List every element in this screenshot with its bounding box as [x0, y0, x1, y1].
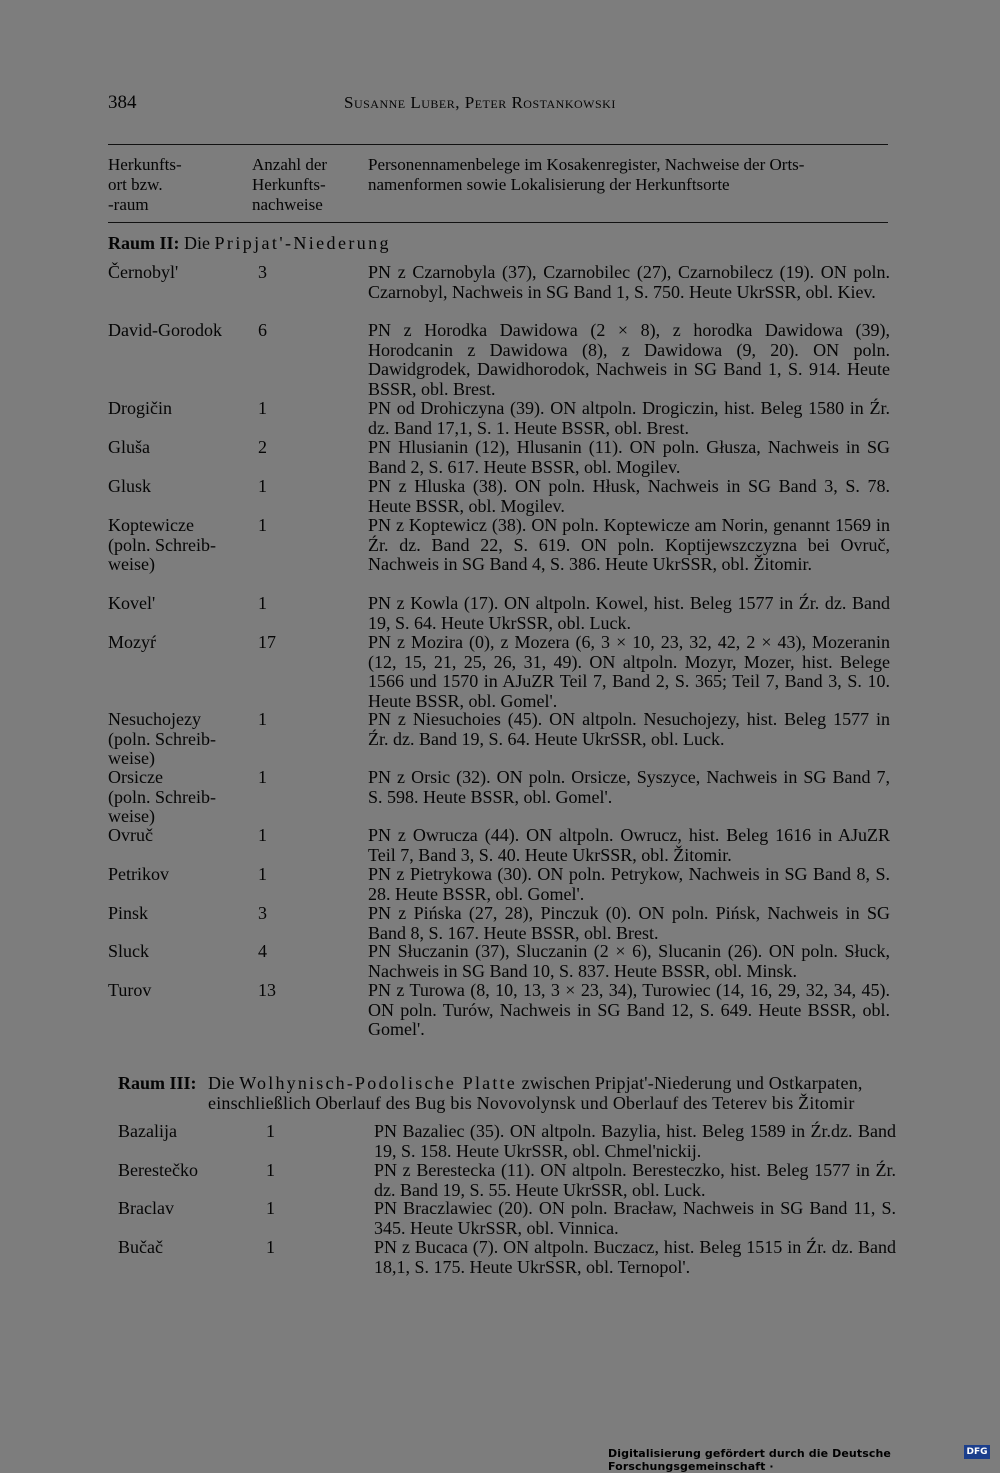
entry-description: PN od Drohiczyna (39). ON altpoln. Drogiczin, hist. Beleg 1580 in Źr. dz. Band 17,1, S. 1. Heute BSSR, obl. Brest.: [368, 398, 890, 438]
entry-count: 3: [258, 903, 267, 923]
entry-description: PN z Berestecka (11). ON altpoln. Beresteczko, hist. Beleg 1577 in Źr. dz. Band 19, S. 55. Heute UkrSSR, obl. Luck.: [374, 1160, 896, 1200]
entry-place: Petrikov: [108, 864, 169, 884]
entry-place: Koptewicze (poln. Schreib- weise): [108, 515, 216, 574]
entry-count: 3: [258, 262, 267, 282]
entry-place: Černobyl': [108, 262, 179, 282]
entry-place: Pinsk: [108, 903, 149, 923]
column-header-count: Anzahl der Herkunfts- nachweise: [252, 155, 328, 214]
section-title: Wolhynisch-Podolische Platte: [239, 1073, 517, 1093]
section-heading-raum-2: [108, 233, 391, 253]
column-header-place: Herkunfts- ort bzw. -raum: [108, 155, 182, 214]
entry-count: 6: [258, 320, 267, 340]
entry-description: PN Hlusianin (12), Hlusanin (11). ON poln. Głusza, Nachweis in SG Band 2, S. 617. Heute BSSR, obl. Mogilev.: [368, 437, 890, 477]
entry-place: Braclav: [118, 1198, 174, 1218]
entry-place: Berestečko: [118, 1160, 198, 1180]
table-header-rule: [108, 222, 888, 223]
table-top-rule: [108, 144, 888, 145]
entry-place: Drogičin: [108, 398, 172, 418]
entry-description: PN Bazaliec (35). ON altpoln. Bazylia, hist. Beleg 1589 in Źr.dz. Band 19, S. 158. Heute UkrSSR, obl. Chmel'nickij.: [374, 1121, 896, 1161]
entry-count: 1: [258, 515, 267, 535]
entry-description: PN z Koptewicz (38). ON poln. Koptewicze am Norin, genannt 1569 in Źr. dz. Band 22, S. 619. ON poln. Koptijewszczyzna bei Ovruč, Nachweis in SG Band 4, S. 386. Heute UkrSSR, obl. Žitomir.: [368, 515, 890, 574]
entry-description: PN z Czarnobyla (37), Czarnobilec (27), Czarnobilecz (19). ON poln. Czarnobyl, Nachweis in SG Band 1, S. 750. Heute UkrSSR, obl. Kiev.: [368, 262, 890, 302]
entry-description: PN z Niesuchoies (45). ON altpoln. Nesuchojezy, hist. Beleg 1577 in Źr. dz. Band 19, S. 64. Heute UkrSSR, obl. Luck.: [368, 709, 890, 749]
entry-count: 1: [258, 398, 267, 418]
digitization-credit: Digitalisierung gefördert durch die Deutsche Forschungsgemeinschaft ·: [608, 1447, 891, 1473]
entry-count: 1: [258, 709, 267, 729]
entry-count: 1: [266, 1121, 275, 1141]
entry-description: PN z Orsic (32). ON poln. Orsicze, Syszyce, Nachweis in SG Band 7, S. 598. Heute BSSR, obl. Gomel'.: [368, 767, 890, 807]
entry-count: 1: [258, 593, 267, 613]
entry-count: 1: [258, 825, 267, 845]
column-header-evidence: Personennamenbelege im Kosakenregister, Nachweise der Orts- namenformen sowie Lokalisierung der Herkunftsorte: [368, 155, 805, 194]
entry-description: PN z Turowa (8, 10, 13, 3 × 23, 34), Turowiec (14, 16, 29, 32, 34, 45). ON poln. Turów, Nachweis in SG Band 12, S. 649. Heute BSSR, obl. Gomel'.: [368, 980, 890, 1039]
entry-count: 4: [258, 941, 267, 961]
entry-place: Ovruč: [108, 825, 153, 845]
dfg-logo: DFG: [964, 1445, 990, 1459]
entry-description: PN z Pietrykowa (30). ON poln. Petrykow, Nachweis in SG Band 8, S. 28. Heute BSSR, obl. Gomel'.: [368, 864, 890, 904]
entry-count: 1: [258, 864, 267, 884]
entry-place: Kovel': [108, 593, 156, 613]
entry-description: PN z Bucaca (7). ON altpoln. Buczacz, hist. Beleg 1515 in Źr. dz. Band 18,1, S. 175. Heute UkrSSR, obl. Ternopol'.: [374, 1237, 896, 1277]
entry-count: 1: [258, 476, 267, 496]
entry-place: David-Gorodok: [108, 320, 222, 340]
entry-count: 2: [258, 437, 267, 457]
entry-description: PN z Pińska (27, 28), Pinczuk (0). ON poln. Pińsk, Nachweis in SG Band 8, S. 167. Heute BSSR, obl. Brest.: [368, 903, 890, 943]
entry-count: 1: [258, 767, 267, 787]
entry-place: Orsicze (poln. Schreib- weise): [108, 767, 216, 826]
section-title-rest: zwischen Pripjat'-Niederung und Ostkarpaten, einschließlich Oberlauf des Bug bis Novovolynsk und Oberlauf des Teterev bis Žitomir: [208, 1073, 863, 1113]
section-title-prefix: Die: [208, 1073, 235, 1093]
section-title-block: [208, 1073, 898, 1113]
entry-description: PN z Kowla (17). ON altpoln. Kowel, hist. Beleg 1577 in Źr. dz. Band 19, S. 64. Heute UkrSSR, obl. Luck.: [368, 593, 890, 633]
section-label: Raum II:: [108, 233, 180, 253]
entry-place: Mozyŕ: [108, 632, 156, 652]
section-title-prefix: Die: [184, 233, 211, 253]
section-title: Pripjat'-Niederung: [214, 233, 391, 253]
entry-place: Sluck: [108, 941, 150, 961]
page-number: 384: [108, 92, 137, 113]
entry-description: PN z Mozira (0), z Mozera (6, 3 × 10, 23, 32, 42, 2 × 43), Mozeranin (12, 15, 21, 25, 26, 31, 49). ON altpoln. Mozyr, Mozer, hist. Belege 1566 und 1570 in AJuZR Teil 7, Band 2, S. 365; Teil 7, Band 3, S. 10. Heute BSSR, obl. Gomel'.: [368, 632, 890, 711]
entry-place: Bučač: [118, 1237, 163, 1257]
section-label: Raum III:: [118, 1073, 197, 1093]
entry-count: 13: [258, 980, 276, 1000]
entry-description: PN z Horodka Dawidowa (2 × 8), z horodka Dawidowa (39), Horodcanin z Dawidowa (8), z Dawidowa (9, 20). ON poln. Dawidgrodek, Dawidhorodok, Nachweis in SG Band 1, S. 914. Heute BSSR, obl. Brest.: [368, 320, 890, 399]
entry-description: PN z Owrucza (44). ON altpoln. Owrucz, hist. Beleg 1616 in AJuZR Teil 7, Band 3, S. 40. Heute UkrSSR, obl. Žitomir.: [368, 825, 890, 865]
entry-description: PN Braczlawiec (20). ON poln. Bracław, Nachweis in SG Band 11, S. 345. Heute UkrSSR, obl. Vinnica.: [374, 1198, 896, 1238]
entry-count: 17: [258, 632, 276, 652]
entry-place: Glusk: [108, 476, 152, 496]
entry-place: Bazalija: [118, 1121, 177, 1141]
entry-place: Gluša: [108, 437, 150, 457]
running-head: Susanne Luber, Peter Rostankowski: [344, 93, 616, 112]
entry-description: PN z Hluska (38). ON poln. Hłusk, Nachweis in SG Band 3, S. 78. Heute BSSR, obl. Mogilev.: [368, 476, 890, 516]
entry-count: 1: [266, 1160, 275, 1180]
entry-description: PN Słuczanin (37), Sluczanin (2 × 6), Slucanin (26). ON poln. Słuck, Nachweis in SG Band 10, S. 837. Heute BSSR, obl. Minsk.: [368, 941, 890, 981]
entry-count: 1: [266, 1237, 275, 1257]
entry-place: Turov: [108, 980, 152, 1000]
entry-count: 1: [266, 1198, 275, 1218]
entry-place: Nesuchojezy (poln. Schreib- weise): [108, 709, 216, 768]
